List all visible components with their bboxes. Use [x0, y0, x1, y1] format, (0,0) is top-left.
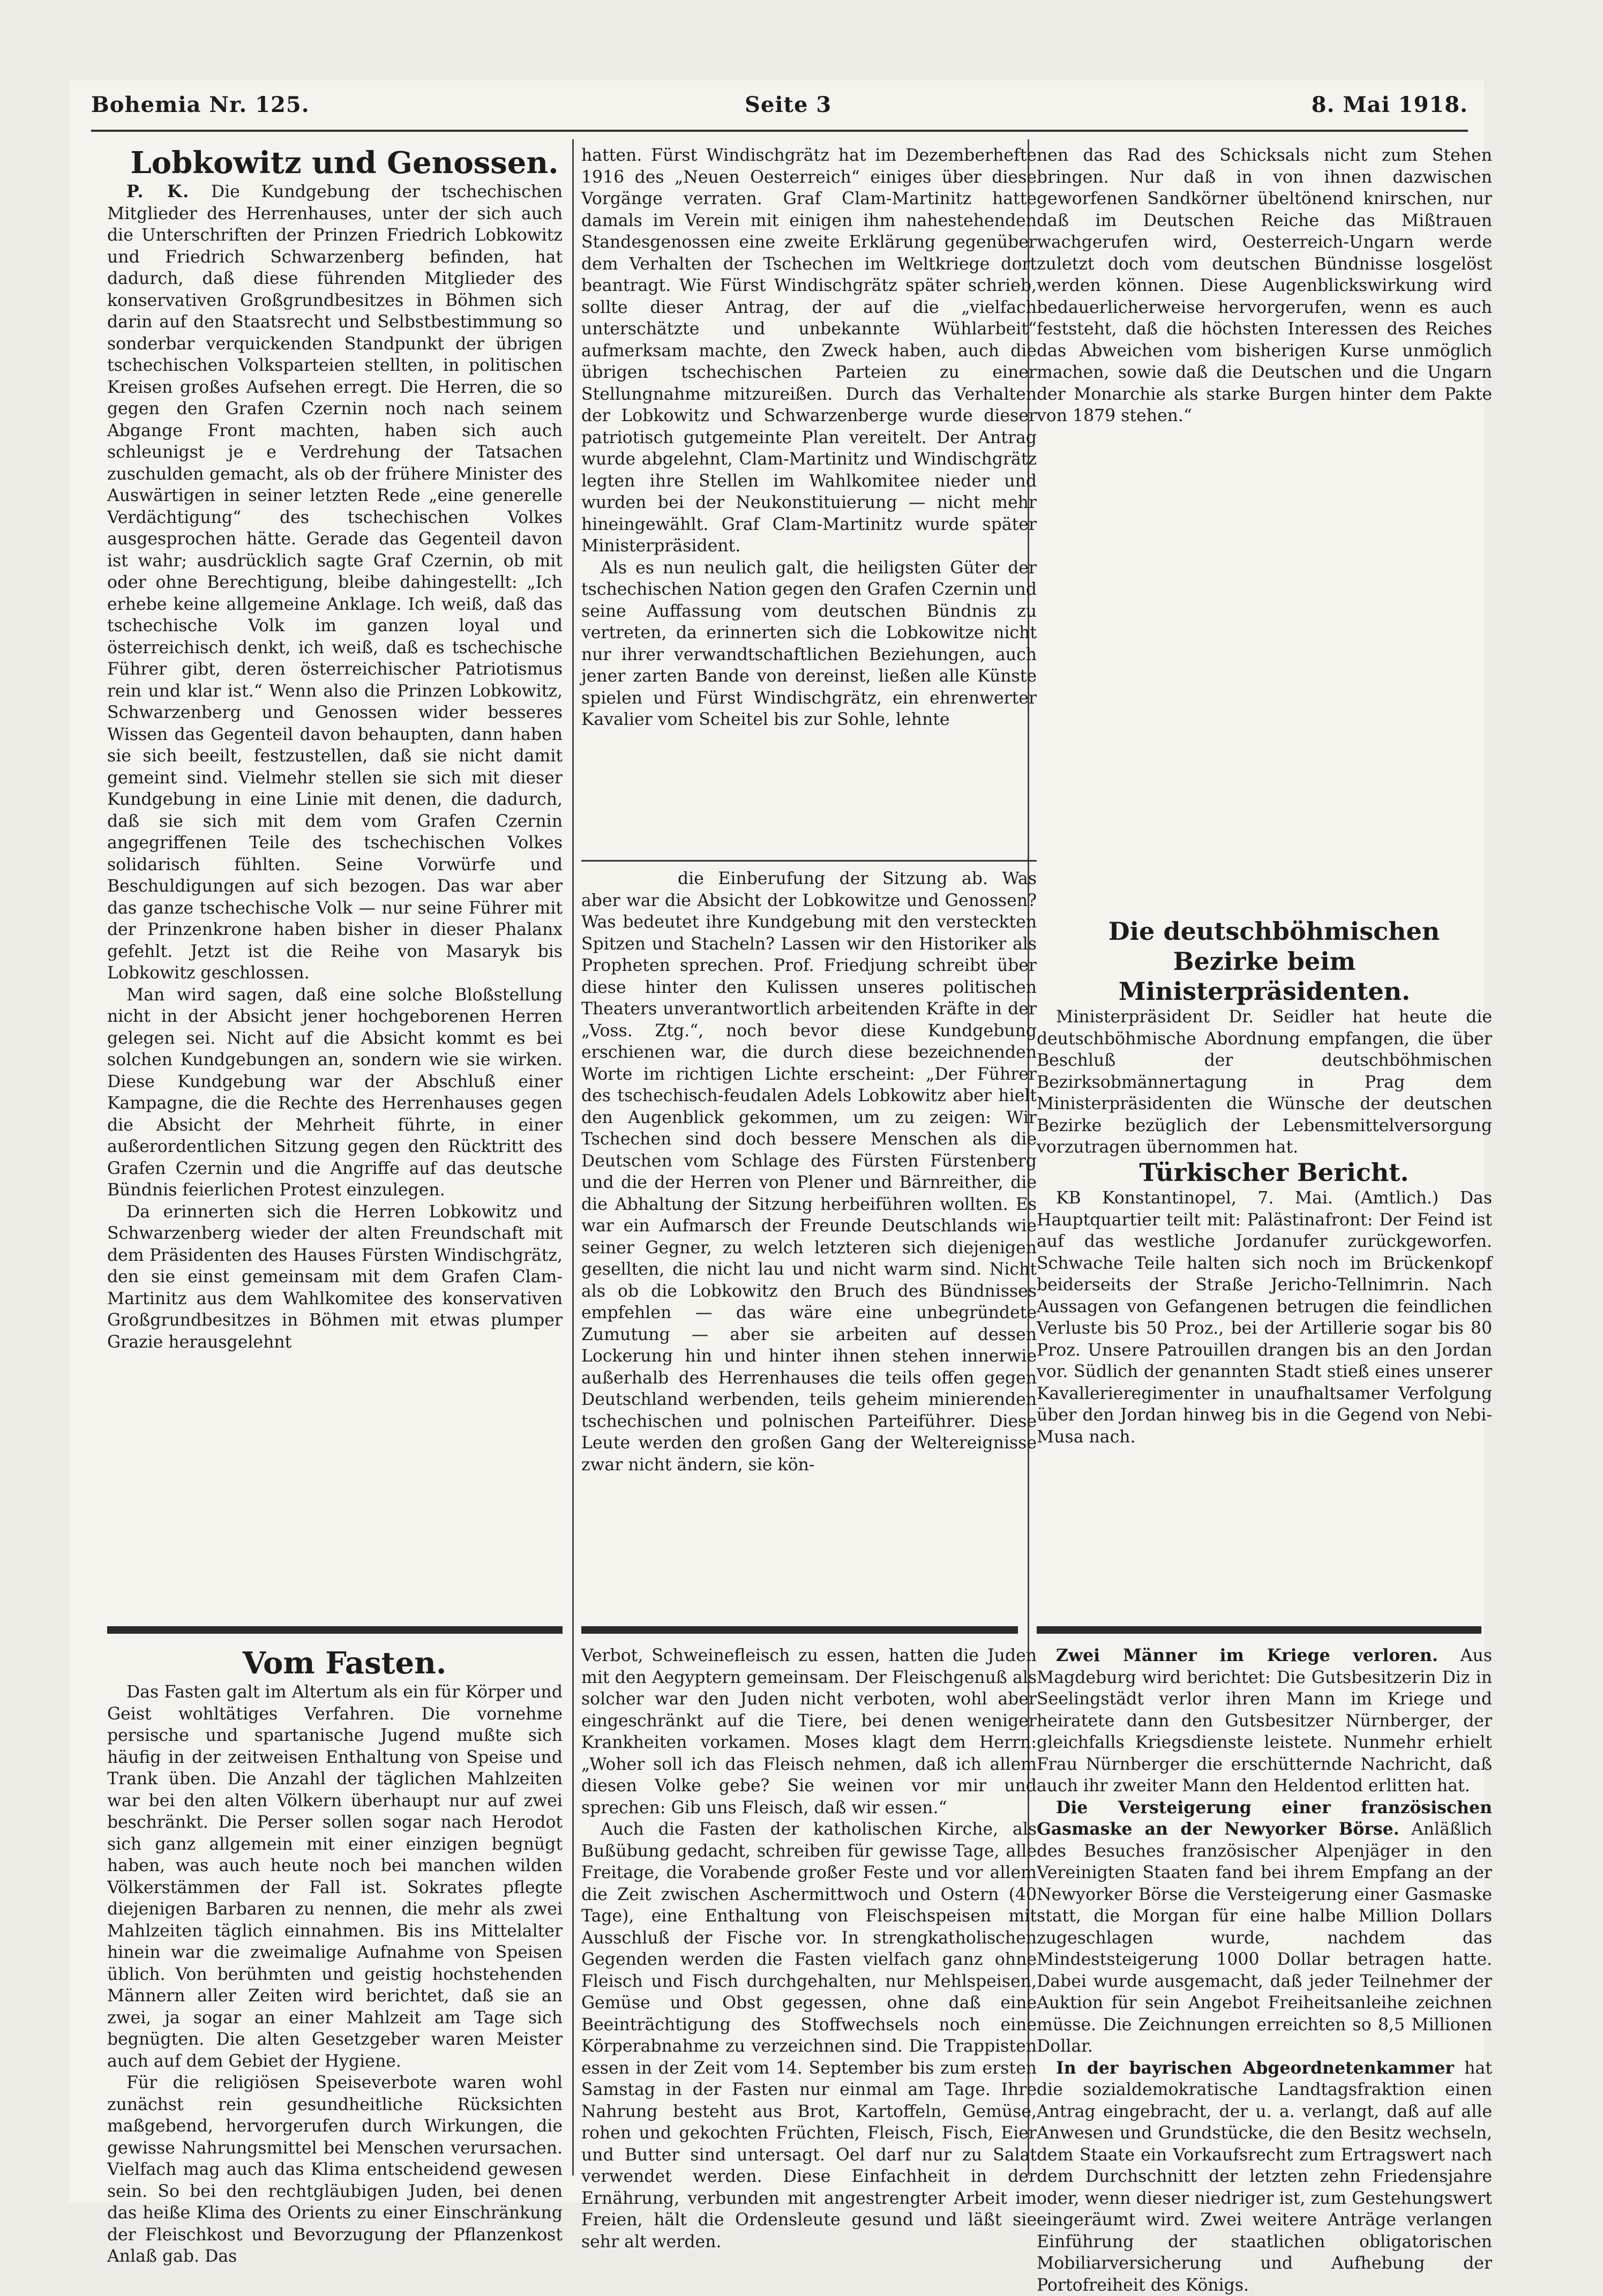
- issue-date: 8. Mai 1918.: [1312, 92, 1468, 117]
- article-lobkowitz-col2b: [581, 868, 1037, 1618]
- news-column: [1037, 1645, 1492, 2181]
- section-bar: [107, 1626, 563, 1634]
- section-bar: [1037, 1626, 1481, 1634]
- article-paragraph: Verbot, Schweinefleisch zu essen, hatten die Juden mit den Aegyptern gemeinsam. Der Fleischgenuß als solcher war den Juden nicht verboten, wohl aber eingeschränkt auf die Tiere, bei denen weniger Krankheiten vorkamen. Moses klagt dem Herrn: „Woher soll ich das Fleisch nehmen, daß ich allem diesen Volke gebe? Sie weinen vor mir und sprechen: Gib uns Fleisch, daß wir essen.“: [581, 1645, 1037, 1819]
- article-paragraph: nen das Rad des Schicksals nicht zum Stehen bringen. Nur daß in von ihnen dazwischen geworfenen Sandkörner übeltönend knirschen, nur daß im Deutschen Reiche das Mißtrauen wachgerufen wird, Oesterreich-Ungarn werde zuletzt doch vom deutschen Bündnisse losgelöst werden können. Diese Augenblickswirkung wird bedauerlicherweise hervorgerufen, wenn es auch feststeht, daß die höchsten Interessen des Reiches das Abweichen vom bisherigen Kurse unmöglich machen, sowie daß die Deutschen und die Ungarn der Monarchie als starke Burgen hinter dem Pakte von 1879 stehen.“: [1037, 145, 1492, 427]
- article-paragraph: Ministerpräsident Dr. Seidler hat heute die deutschböhmische Abordnung empfangen, die über Beschluß der deutschböhmischen Bezirksobmännertagung in Prag dem Ministerpräsidenten die Wünsche der deutschen Bezirke bezüglich der Lebensmittelversorgung vorzutragen übernommen hat.: [1037, 1006, 1492, 1158]
- header-rule: [91, 130, 1468, 132]
- news-headline: Zwei Männer im Kriege verloren.: [1056, 1646, 1438, 1665]
- article-tuerkischer-bericht: [1037, 1157, 1492, 1618]
- article-lobkowitz-col1: [107, 145, 563, 1618]
- article-paragraph: KB Konstantinopel, 7. Mai. (Amtlich.) Das Hauptquartier teilt mit: Palästinafront: Der Feind ist auf das westliche Jordanufer zurückgeworfen. Schwache Teile halten sich noch im Brückenkopf beiderseits der Straße Jericho-Tellnimrin. Nach Aussagen von Gefangenen betrugen die feindlichen Verluste bis 50 Proz., bei der Artillerie sogar bis 80 Proz. Unsere Patrouillen drangen bis an den Jordan vor. Südlich der genannten Stadt stieß eines unserer Kavallerieregimenter in unaufhaltsamer Verfolgung über den Jordan hinweg bis in die Gegend von Nebi-Musa nach.: [1037, 1187, 1492, 1448]
- article-paragraph: Als es nun neulich galt, die heiligsten Güter der tschechischen Nation gegen den Grafen Czernin und seine Auffassung vom deutschen Bündnis zu vertreten, da erinnerten sich die Lobkowitze nicht nur ihrer verwandtschaftlichen Beziehungen, auch jener zarten Bande von dereinst, ließen alle Künste spielen und Fürst Windischgrätz, ein ehrenwerter Kavalier vom Scheitel bis zur Sohle, lehnte: [581, 557, 1037, 731]
- article-bezirke: [1037, 916, 1492, 1163]
- article-lobkowitz-col3: [1037, 145, 1492, 509]
- article-paragraph: Da erinnerten sich die Herren Lobkowitz und Schwarzenberg wieder der alten Freundschaft mit dem Präsidenten des Hauses Fürsten Windischgrätz, den sie einst gemeinsam mit dem Grafen Clam-Martinitz aus dem Wahlkomitee des konservativen Großgrundbesitzes in Böhmen mit etwas plumper Grazie herausgelehnt: [107, 1201, 563, 1353]
- article-paragraph: Das Fasten galt im Altertum als ein für Körper und Geist wohltätiges Verfahren. Die vornehme persische und spartanische Jugend mußte sich häufig in der zeitweisen Enthaltung von Speise und Trank üben. Die Anzahl der täglichen Mahlzeiten war bei den alten Völkern überhaupt nur auf zwei beschränkt. Die Perser sollen sogar nach Herodot sich ganz allgemein mit einer einzigen begnügt haben, was auch heute noch bei manchen wilden Völkerstämmen der Fall ist. Sokrates pflegte diejenigen Barbaren zu nennen, die mehr als zwei Mahlzeiten täglich einnahmen. Bis ins Mittelalter hinein war die zweimalige Aufnahme von Speisen üblich. Von berühmten und geistig hochstehenden Männern aller Zeiten wird berichtet, daß sie an zwei, ja sogar an einer Mahlzeit am Tage sich begnügten. Die alten Gesetzgeber waren Meister auch auf dem Gebiet der Hygiene.: [107, 1681, 563, 2072]
- column-rule-1: [572, 139, 574, 2175]
- masthead-issue: Bohemia Nr. 125.: [91, 92, 310, 117]
- article-paragraph: Auch die Fasten der katholischen Kirche, als Bußübung gedacht, schreiben für gewisse Tage, alle Freitage, die Vorabende großer Feste und vor allem die Zeit zwischen Aschermittwoch und Ostern (40 Tage), eine Enthaltung von Fleischspeisen mit Ausschluß der Fische vor. In strengkatholischen Gegenden werden die Fasten vielfach ganz ohne Fleisch und Fisch durchgehalten, nur Mehlspeisen, Gemüse und Obst gegessen, ohne daß eine Beeinträchtigung des Stoffwechsels noch eine Körperabnahme zu verzeichnen sind. Die Trappisten essen in der Zeit vom 14. September bis zum ersten Samstag in der Fasten nur einmal am Tage. Ihre Nahrung besteht aus Brot, Kartoffeln, Gemüse, rohen und gekochten Früchten, Fleisch, Fisch, Eier und Butter sind untersagt. Oel darf nur zu Salat verwendet werden. Diese Einfachheit in der Ernährung, verbunden mit angestrengter Arbeit im Freien, hält die Ordensleute gesund und läßt sie sehr alt werden.: [581, 1819, 1037, 2253]
- news-headline: Die Versteigerung einer französischen Gasmaske an der Newyorker Börse.: [1037, 1798, 1492, 1839]
- article-paragraph: Man wird sagen, daß eine solche Bloßstellung nicht in der Absicht jener hochgeborenen Herren gelegen sei. Nicht auf die Absicht kommt es bei solchen Kundgebungen an, sondern wie sie wirken. Diese Kundgebung war der Abschluß einer Kampagne, die die Rechte des Herrenhauses gegen die Absicht der Mehrheit führte, in einer außerordentlichen Sitzung gegen den Rücktritt des Grafen Czernin und die Angriffe auf das deutsche Bündnis feierlichen Protest einzulegen.: [107, 984, 563, 1201]
- article-fasten-col1: [107, 1645, 563, 2181]
- news-item: Die Versteigerung einer französischen Gasmaske an der Newyorker Börse. Anläßlich des Besuches französischer Alpenjäger in den Vereinigten Staaten fand bei ihrem Empfang an der Newyorker Börse die Versteigerung einer Gasmaske statt, die Morgan für eine halbe Million Dollars zugeschlagen wurde, nachdem das Mindeststeigerung 1000 Dollar betragen hatte. Dabei wurde ausgemacht, daß jeder Teilnehmer der Auktion für sein Angebot Freiheitsanleihe zeichnen müsse. Die Zeichnungen erreichten so 8,5 Millionen Dollar.: [1037, 1797, 1492, 2058]
- article-title: Vom Fasten.: [107, 1645, 563, 1681]
- section-bar: [581, 1626, 1018, 1634]
- news-item: In der bayrischen Abgeordnetenkammer hat die sozialdemokratische Landtagsfraktion einen Antrag eingebracht, der u. a. verlangt, daß auf alle Anwesen und Grundstücke, die den Besitz wechseln, dem Staate ein Vorkaufsrecht zum Ertragswert nach dem Durchschnitt der letzten zehn Friedensjahre oder, wenn dieser niedriger ist, zum Gestehungswert eingeräumt wird. Zwei weitere Anträge verlangen Einführung der staatlichen obligatorischen Mobiliarversicherung und Aufhebung der Portofreiheit des Königs.: [1037, 2058, 1492, 2296]
- article-paragraph: Für die religiösen Speiseverbote waren wohl zunächst rein gesundheitliche Rücksichten maßgebend, hervorgerufen durch Wirkungen, die gewisse Nahrungsmittel bei Menschen verursachen. Vielfach mag auch das Klima entscheidend gewesen sein. So bei den rechtgläubigen Juden, bei denen das heiße Klima des Orients zu einer Einschränkung der Fleischkost und Bevorzugung der Pflanzenkost Anlaß gab. Das: [107, 2072, 563, 2268]
- news-headline: In der bayrischen Abgeordnetenkammer: [1056, 2058, 1454, 2078]
- article-title: Die deutschböhmischen Bezirke beim Ministerpräsidenten.: [1037, 916, 1492, 1006]
- section-divider: [581, 860, 1037, 862]
- article-fasten-col2: [581, 1645, 1037, 2181]
- newspaper-page: [70, 80, 1484, 2202]
- article-lobkowitz-col2a: [581, 145, 1037, 852]
- article-paragraph: hatten. Fürst Windischgrätz hat im Dezemberhefte 1916 des „Neuen Oesterreich“ einiges über diese Vorgänge verraten. Graf Clam-Martinitz hatte damals im Verein mit einigen ihm nahestehenden Standesgenossen eine zweite Erklärung gegenüber dem Verhalten der Tschechen im Weltkriege dort beantragt. Wie Fürst Windischgrätz später schrieb, sollte dieser Antrag, der auf die „vielfach unterschätzte und unbekannte Wühlarbeit“ aufmerksam machte, den Zweck haben, auch die übrigen tschechischen Parteien zu einer Stellungnahme mitzureißen. Durch das Verhalten der Lobkowitz und Schwarzenberge wurde dieser patriotisch gutgemeinte Plan vereitelt. Der Antrag wurde abgelehnt, Clam-Martinitz und Windischgrätz legten ihre Stellen im Wahlkomitee nieder und wurden bei der Neukonstituierung — nicht mehr hineingewählt. Graf Clam-Martinitz wurde später Ministerpräsident.: [581, 145, 1037, 557]
- page-number: Seite 3: [745, 92, 832, 117]
- news-item: Zwei Männer im Kriege verloren. Aus Magdeburg wird berichtet: Die Gutsbesitzerin Diz in Seelingstädt verlor ihren Mann im Kriege und heiratete dann den Gutsbesitzer Nürnberger, der gleichfalls Kriegsdienste leistete. Nunmehr erhielt Frau Nürnberger die erschütternde Nachricht, daß auch ihr zweiter Mann den Heldentod erlitten hat.: [1037, 1645, 1492, 1797]
- author-initials: P. K.: [126, 182, 190, 201]
- article-paragraph: die Einberufung der Sitzung ab. Was aber war die Absicht der Lobkowitze und Genossen? Was bedeutet ihre Kundgebung mit den versteckten Spitzen und Stacheln? Lassen wir den Historiker als Propheten sprechen. Prof. Friedjung schreibt über diese hinter den Kulissen unseres politischen Theaters unverantwortlich arbeitenden Kräfte in der „Voss. Ztg.“, noch bevor diese Kundgebung erschienen war, die durch diese bezeichnenden Worte im richtigen Lichte erscheint: „Der Führer des tschechisch-feudalen Adels Lobkowitz aber hielt den Augenblick gekommen, um zu zeigen: Wir Tschechen sind doch bessere Menschen als die Deutschen vom Schlage des Fürsten Fürstenberg und die der Herren von Plener und Bärnreither, die die Abhaltung der Sitzung herbeiführen wollten. Es war ein Aufmarsch der Freunde Deutschlands wie seiner Gegner, zu welch letzteren sich diejenigen gesellten, die nicht lau und nicht warm sind. Nicht als ob die Lobkowitz den Bruch des Bündnisses empfehlen — das wäre eine unbegründete Zumutung — aber sie arbeiten auf dessen Lockerung hin und hinter ihnen stehen innerwie außerhalb des Herrenhauses die teils offen gegen Deutschland werbenden, teils geheim minierenden tschechischen und polnischen Parteiführer. Diese Leute werden den großen Gang der Weltereignisse zwar nicht ändern, sie kön-: [581, 868, 1037, 1476]
- article-title: Lobkowitz und Genossen.: [107, 145, 563, 181]
- article-title: Türkischer Bericht.: [1037, 1157, 1492, 1187]
- article-paragraph: P. K. Die Kundgebung der tschechischen Mitglieder des Herrenhauses, unter der sich auch die Unterschriften der Prinzen Friedrich Lobkowitz und Friedrich Schwarzenberg befinden, hat dadurch, daß diese führenden Mitglieder des konservativen Großgrundbesitzes in Böhmen sich darin auf den Staatsrecht und Selbstbestimmung so sonderbar verquickenden Standpunkt der übrigen tschechischen Volksparteien stellten, in politischen Kreisen großes Aufsehen erregt. Die Herren, die so gegen den Grafen Czernin noch nach seinem Abgange Front machten, haben sich auch schleunigst je e Verdrehung der Tatsachen zuschulden gemacht, als ob der frühere Minister des Auswärtigen in seiner letzten Rede „eine generelle Verdächtigung“ des tschechischen Volkes ausgesprochen hätte. Gerade das Gegenteil davon ist wahr; ausdrücklich sagte Graf Czernin, ob mit oder ohne Berechtigung, bleibe dahingestellt: „Ich erhebe keine allgemeine Anklage. Ich weiß, daß das tschechische Volk im ganzen loyal und österreichisch denkt, ich weiß, daß es tschechische Führer gibt, deren österreichischer Patriotismus rein und klar ist.“ Wenn also die Prinzen Lobkowitz, Schwarzenberg und Genossen wider besseres Wissen das Gegenteil davon behaupten, dann haben sie sich beeilt, festzustellen, daß sie nicht damit gemeint sind. Vielmehr stellen sie sich mit dieser Kundgebung in eine Linie mit denen, die dadurch, daß sie sich mit dem vom Grafen Czernin angegriffenen Teile des tschechischen Volkes solidarisch fühlten. Seine Vorwürfe und Beschuldigungen auf sich bezogen. Das war aber das ganze tschechische Volk — nur seine Führer mit der Prinzenkrone haben bisher in dieser Phalanx gefehlt. Jetzt ist die Reihe von Masaryk bis Lobkowitz geschlossen.: [107, 181, 563, 984]
- page-header: [91, 92, 1468, 124]
